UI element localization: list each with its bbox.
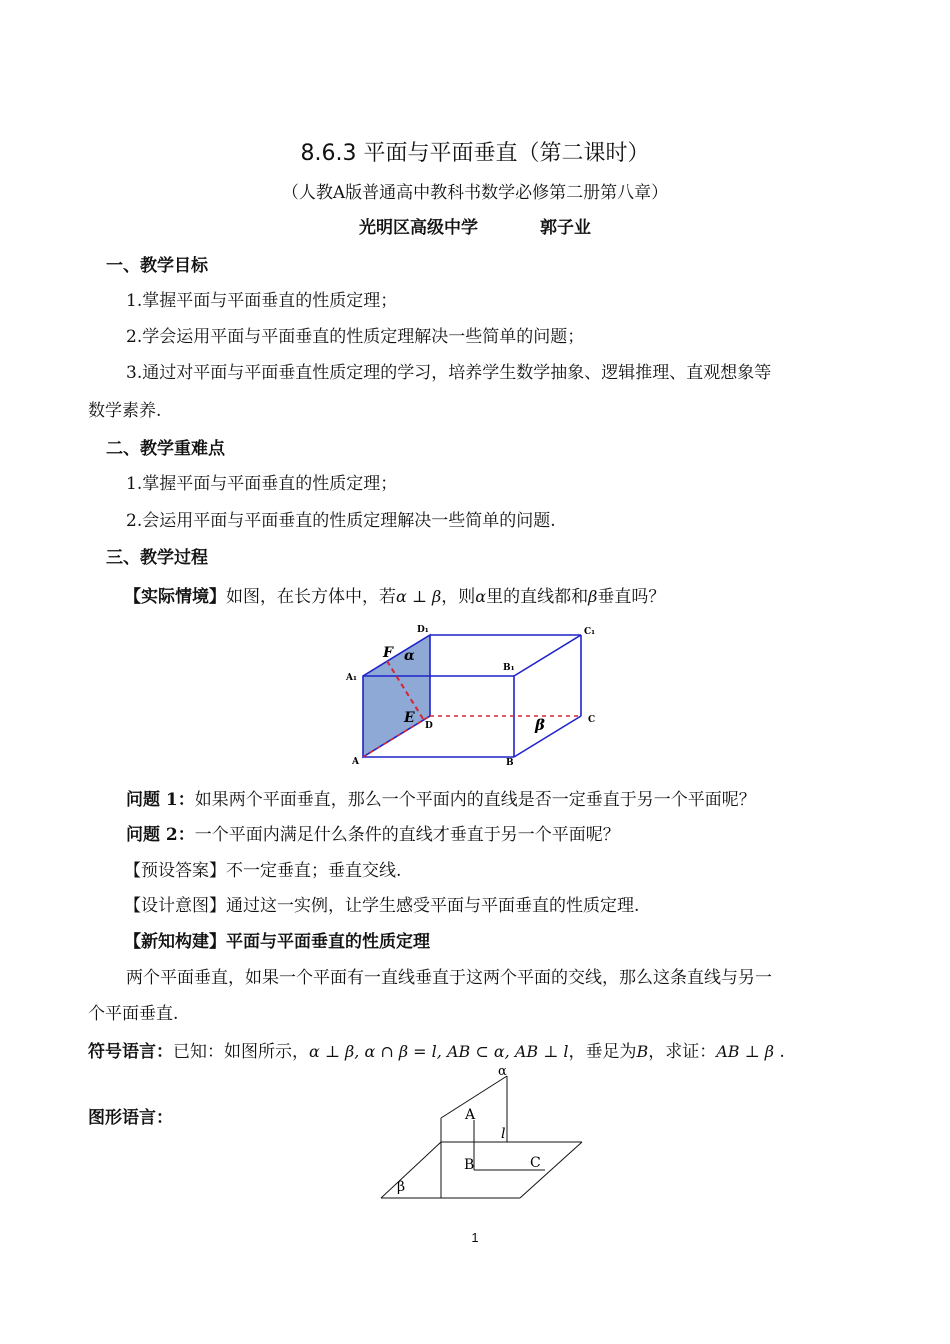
section-heading-goals: 一、教学目标	[106, 256, 208, 276]
symbol-goal: AB ⊥ β	[716, 1042, 775, 1061]
symbol-end: .	[774, 1042, 785, 1062]
vertex-label: D	[425, 721, 433, 731]
situation-text: 如图，在长方体中，若	[226, 587, 396, 607]
plane-label: β	[397, 1179, 406, 1195]
plane-label: α	[498, 1064, 507, 1079]
symbol-text: 已知：如图所示，	[173, 1042, 309, 1062]
point-label: B	[464, 1157, 475, 1173]
plane-label: β	[535, 716, 545, 734]
question-1	[126, 785, 756, 810]
question-label: 问题 2：	[126, 825, 195, 845]
alpha-perp-beta: α ⊥ β	[396, 587, 442, 606]
design-intent: 【设计意图】通过这一实例，让学生感受平面与平面垂直的性质定理.	[124, 896, 640, 916]
page-number: 1	[471, 1230, 479, 1245]
point-label: C	[530, 1155, 541, 1171]
goal-item: 3.通过对平面与平面垂直性质定理的学习，培养学生数学抽象、逻辑推理、直观想象等	[126, 363, 772, 383]
situation-label: 【实际情境】	[124, 587, 226, 607]
author-name: 郭子业	[540, 218, 591, 238]
question-2	[126, 820, 620, 845]
symbol-label: 符号语言：	[88, 1042, 173, 1062]
goal-item: 1.掌握平面与平面垂直的性质定理；	[126, 291, 398, 311]
vertex-label: A	[352, 757, 359, 767]
question-text: 一个平面内满足什么条件的直线才垂直于另一个平面呢？	[194, 825, 620, 845]
situation-text: 里的直线都和	[486, 587, 589, 607]
section-heading-process: 三、教学过程	[106, 548, 208, 568]
keypoint-item: 1.掌握平面与平面垂直的性质定理；	[126, 474, 398, 494]
foot-point: B	[636, 1042, 649, 1061]
alpha-symbol: α	[475, 587, 487, 606]
vertex-label: A₁	[346, 673, 357, 683]
section-heading-keypoints: 二、教学重难点	[106, 439, 225, 459]
vertex-label: C	[588, 715, 596, 725]
school-name: 光明区高级中学	[359, 218, 478, 238]
theorem-label: 【新知构建】平面与平面垂直的性质定理	[124, 932, 430, 952]
situation-text: 垂直吗？	[597, 587, 666, 607]
goal-item: 2.学会运用平面与平面垂直的性质定理解决一些简单的问题；	[126, 327, 585, 347]
beta-symbol: β	[588, 587, 598, 606]
plane-beta-edge	[381, 1142, 441, 1198]
graph-language-label: 图形语言：	[88, 1108, 173, 1128]
theorem-text: 两个平面垂直，如果一个平面有一直线垂直于这两个平面的交线，那么这条直线与另一	[126, 968, 772, 988]
goal-item: 数学素养.	[88, 401, 162, 421]
line-label: l	[501, 1126, 506, 1142]
perpendicular-planes-figure	[375, 1062, 590, 1202]
symbol-text: ，垂足为	[568, 1042, 637, 1062]
symbol-language	[88, 1037, 785, 1062]
vertex-label: B	[506, 758, 514, 768]
theorem-text: 个平面垂直.	[88, 1004, 179, 1024]
symbol-math: α ⊥ β, α ∩ β = l, AB ⊂ α, AB ⊥ l	[309, 1042, 569, 1061]
point-label: A	[465, 1107, 476, 1123]
point-label: F	[383, 645, 393, 661]
edge	[514, 635, 581, 676]
vertex-label: C₁	[584, 627, 596, 637]
plane-label: α	[404, 648, 415, 664]
edge	[514, 716, 581, 757]
vertex-label: B₁	[503, 663, 515, 673]
point-label: E	[404, 710, 415, 726]
situation-text: ，则	[441, 587, 476, 607]
page-subtitle: （人教A版普通高中教科书数学必修第二册第八章）	[281, 183, 669, 203]
page-title: 8.6.3 平面与平面垂直（第二课时）	[300, 141, 650, 166]
author-line	[0, 213, 950, 238]
preset-answer: 【预设答案】不一定垂直；垂直交线.	[124, 861, 402, 881]
question-label: 问题 1：	[126, 790, 195, 810]
situation-paragraph	[124, 582, 665, 607]
question-text: 如果两个平面垂直，那么一个平面内的直线是否一定垂直于另一个平面呢？	[194, 790, 756, 810]
cuboid-figure	[340, 620, 610, 770]
keypoint-item: 2.会运用平面与平面垂直的性质定理解决一些简单的问题.	[126, 511, 556, 531]
symbol-text: ，求证：	[648, 1042, 717, 1062]
vertex-label: D₁	[417, 625, 429, 635]
plane-alpha-shade	[363, 635, 430, 757]
